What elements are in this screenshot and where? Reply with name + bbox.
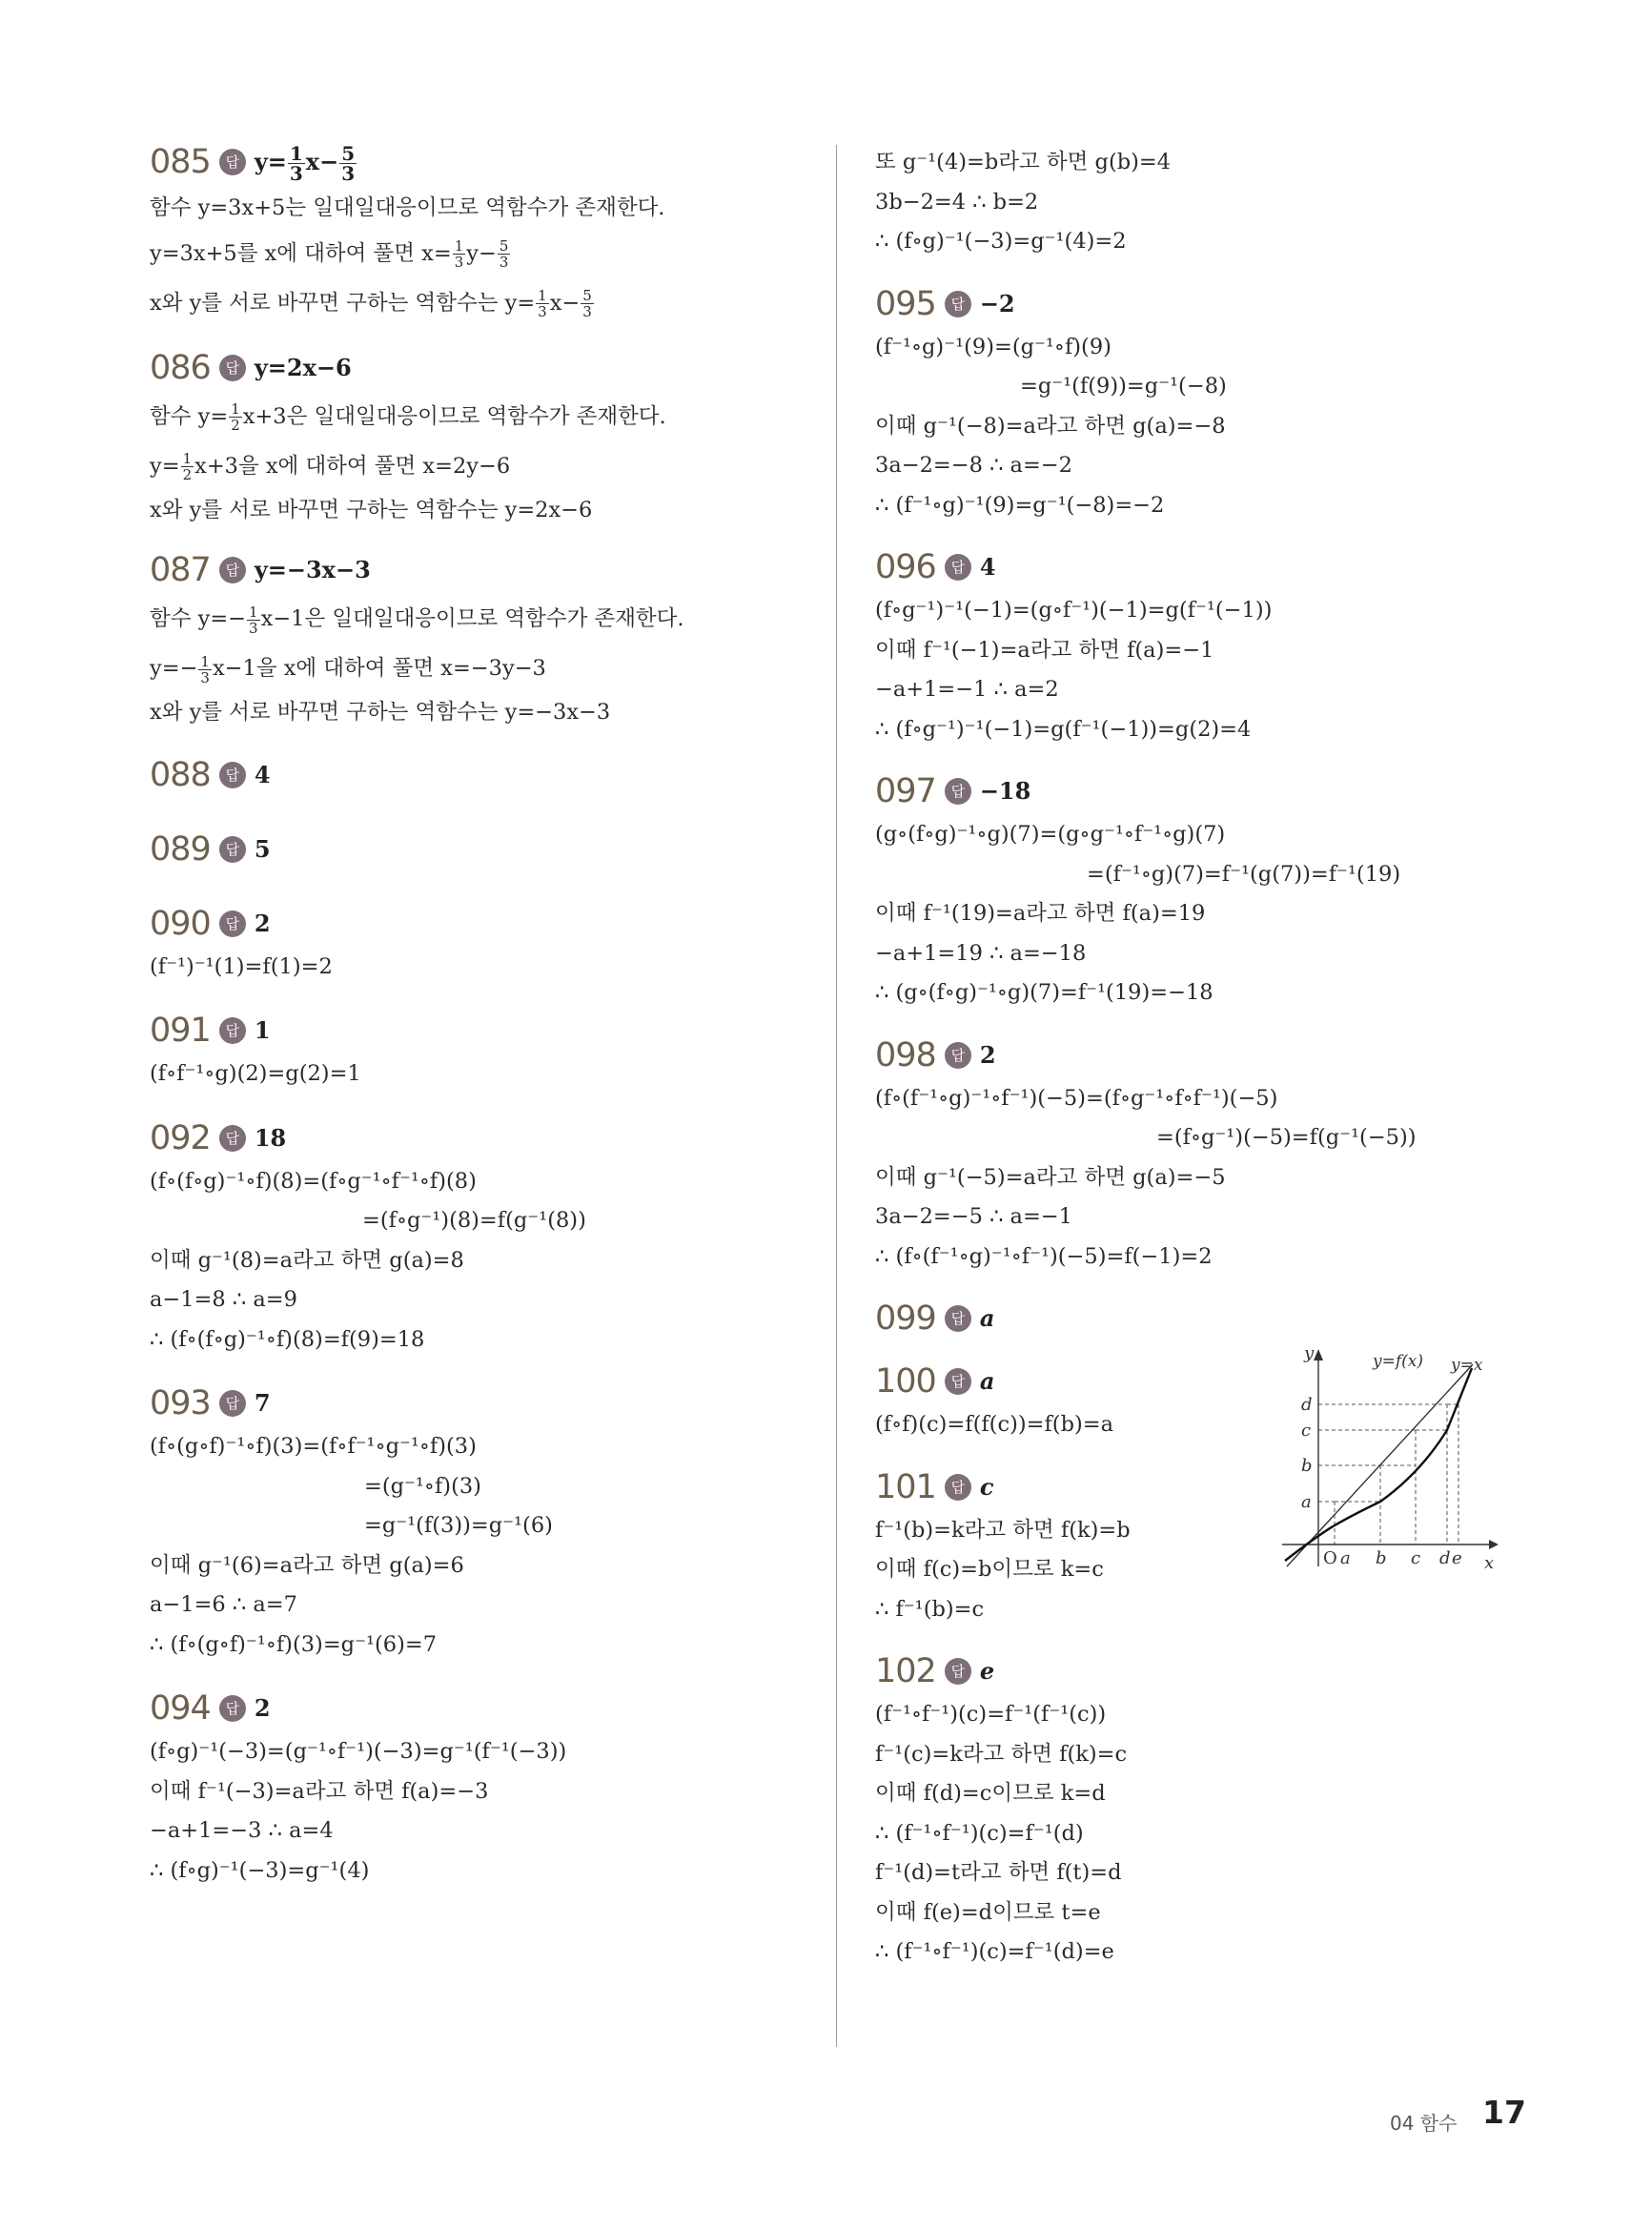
problem-094-continued [875, 143, 1504, 262]
solution-line: 이때 g⁻¹(6)=a라고 하면 g(a)=6 [150, 1552, 464, 1578]
answer: a [979, 1367, 995, 1395]
problem-number: 102 [875, 1652, 936, 1690]
solution-line: =(g⁻¹∘f)(3) [364, 1473, 481, 1499]
solution-line: 또 g⁻¹(4)=b라고 하면 g(b)=4 [875, 150, 1172, 174]
solution-line: 3a−2=−8 ∴ a=−2 [875, 453, 1072, 478]
problem-091 [150, 1010, 817, 1095]
solution-line: 3b−2=4 ∴ b=2 [875, 189, 1039, 215]
answer-badge: 답 [219, 1125, 246, 1152]
answer: y=−3x−3 [254, 556, 371, 583]
solution-line: (f∘f)(c)=f(f(c))=f(b)=a [875, 1412, 1114, 1437]
problem-number: 085 [150, 143, 211, 181]
answer-badge: 답 [945, 554, 971, 581]
answer: 18 [254, 1123, 287, 1152]
problem-number: 099 [875, 1299, 936, 1338]
answer-badge: 답 [219, 557, 246, 583]
solution-line: 이때 g⁻¹(−5)=a라고 하면 g(a)=−5 [875, 1164, 1226, 1190]
problem-088 [150, 754, 817, 796]
solution-line: f⁻¹(d)=t라고 하면 f(t)=d [875, 1860, 1122, 1885]
answer-badge: 답 [945, 291, 971, 317]
solution-line: y= $\frac{1}{2}$ x+3을 x에 대하여 풀면 x=2y−6 [150, 450, 511, 483]
problem-086 [150, 347, 817, 531]
y-axis-label: y [1304, 1343, 1315, 1363]
solution-line: =(f∘g⁻¹)(−5)=f(g⁻¹(−5)) [1156, 1125, 1417, 1150]
answer: 2 [254, 909, 271, 937]
curve-y-equals-fx [1285, 1368, 1472, 1561]
problem-number: 091 [150, 1012, 211, 1050]
solution-line: ∴ (f∘(f∘g)⁻¹∘f)(8)=f(9)=18 [150, 1326, 425, 1352]
problem-number: 087 [150, 551, 211, 589]
answer-badge: 답 [219, 1390, 246, 1417]
solution-line: 이때 g⁻¹(8)=a라고 하면 g(a)=8 [150, 1247, 464, 1273]
y-tick-label: d [1301, 1395, 1313, 1415]
solution-line: (f∘f⁻¹∘g)(2)=g(2)=1 [150, 1061, 361, 1086]
solution-line: 함수 y=− $\frac{1}{3}$ x−1은 일대일대응이므로 역함수가 존재한다. [150, 603, 684, 637]
problem-number: 097 [875, 772, 936, 810]
x-tick-label: a [1340, 1548, 1351, 1568]
answer: y= $\frac{1}{3}$ x− $\frac{5}{3}$ [254, 142, 356, 185]
solution-line: =g⁻¹(f(9))=g⁻¹(−8) [1020, 374, 1227, 399]
problem-097 [875, 770, 1504, 1013]
solution-line: (f∘(f∘g)⁻¹∘f)(8)=(f∘g⁻¹∘f⁻¹∘f)(8) [150, 1168, 477, 1194]
solution-line: y=3x+5를 x에 대하여 풀면 x= $\frac{1}{3}$ y− $\frac{5}{3}$ [150, 237, 509, 271]
solution-line: =g⁻¹(f(3))=g⁻¹(6) [364, 1513, 553, 1538]
problem-number: 089 [150, 829, 211, 869]
answer: c [979, 1472, 994, 1501]
solution-line: ∴ (f∘(g∘f)⁻¹∘f)(3)=g⁻¹(6)=7 [150, 1631, 438, 1657]
problem-number: 096 [875, 548, 936, 586]
x-axis-arrow [1489, 1540, 1499, 1549]
problem-number: 100 [875, 1362, 936, 1401]
answer-badge: 답 [219, 1695, 246, 1722]
problem-089 [150, 829, 817, 870]
answer-badge: 답 [945, 1042, 971, 1069]
solution-line: 이때 f⁻¹(−1)=a라고 하면 f(a)=−1 [875, 637, 1214, 663]
solution-line: a−1=8 ∴ a=9 [150, 1287, 297, 1312]
solution-line: x와 y를 서로 바꾸면 구하는 역함수는 y= $\frac{1}{3}$ x− $\frac{5}{3}$ [150, 287, 592, 320]
answer: −2 [979, 289, 1015, 317]
curve-label: y=f(x) [1373, 1352, 1423, 1371]
answer-badge: 답 [219, 355, 246, 381]
function-graph [1277, 1340, 1501, 1568]
answer: a [979, 1304, 995, 1332]
problem-090 [150, 903, 817, 988]
answer: y=2x−6 [254, 353, 352, 381]
y-tick-label: c [1301, 1421, 1312, 1441]
problem-102 [875, 1650, 1504, 1973]
x-tick-label: c [1411, 1548, 1421, 1568]
section-label: 04 함수 [1390, 2112, 1458, 2135]
answer-badge: 답 [945, 1658, 971, 1685]
problem-085 [150, 138, 817, 328]
problem-095 [875, 283, 1504, 526]
solution-line: ∴ (g∘(f∘g)⁻¹∘g)(7)=f⁻¹(19)=−18 [875, 980, 1214, 1005]
line-label: y=x [1451, 1356, 1483, 1375]
x-tick-label: e [1452, 1548, 1462, 1568]
x-axis-label: x [1484, 1553, 1495, 1568]
solution-line: −a+1=−1 ∴ a=2 [875, 677, 1059, 702]
solution-line: −a+1=19 ∴ a=−18 [875, 940, 1087, 966]
solution-line: (f∘g)⁻¹(−3)=(g⁻¹∘f⁻¹)(−3)=g⁻¹(f⁻¹(−3)) [150, 1739, 567, 1764]
problem-number: 095 [875, 284, 936, 323]
problem-number: 090 [150, 904, 211, 943]
solution-line: a−1=6 ∴ a=7 [150, 1592, 297, 1617]
solution-line: 이때 g⁻¹(−8)=a라고 하면 g(a)=−8 [875, 413, 1226, 439]
solution-line: 3a−2=−5 ∴ a=−1 [875, 1204, 1072, 1229]
solution-line: ∴ (f⁻¹∘g)⁻¹(9)=g⁻¹(−8)=−2 [875, 492, 1165, 518]
solution-line: ∴ (f⁻¹∘f⁻¹)(c)=f⁻¹(d)=e [875, 1939, 1114, 1964]
answer-badge: 답 [219, 149, 246, 175]
solution-line: 이때 f⁻¹(19)=a라고 하면 f(a)=19 [875, 901, 1206, 926]
solution-line: y=− $\frac{1}{3}$ x−1을 x에 대하여 풀면 x=−3y−3 [150, 652, 546, 686]
y-tick-label: b [1301, 1456, 1313, 1476]
problem-099 [875, 1298, 1504, 1340]
answer: 4 [979, 553, 996, 581]
y-axis-arrow [1314, 1349, 1323, 1361]
solution-line: −a+1=−3 ∴ a=4 [150, 1818, 334, 1843]
solution-line: x와 y를 서로 바꾸면 구하는 역함수는 y=2x−6 [150, 497, 593, 522]
answer-badge: 답 [945, 778, 971, 805]
solution-line: (f∘(g∘f)⁻¹∘f)(3)=(f∘f⁻¹∘g⁻¹∘f)(3) [150, 1434, 477, 1459]
answer: 4 [254, 760, 271, 788]
answer: e [979, 1657, 995, 1685]
problem-number: 086 [150, 348, 211, 387]
problem-number: 093 [150, 1384, 211, 1422]
problem-number: 098 [875, 1035, 936, 1074]
answer: −18 [979, 777, 1031, 805]
page-number: 17 [1482, 2094, 1526, 2131]
x-tick-label: d [1439, 1548, 1451, 1568]
problem-number: 101 [875, 1467, 936, 1506]
problem-087 [150, 549, 817, 733]
left-column [150, 138, 817, 1891]
solution-line: 함수 y= $\frac{1}{2}$ x+3은 일대일대응이므로 역함수가 존재한다. [150, 400, 666, 434]
problem-number: 092 [150, 1118, 211, 1157]
solution-line: f⁻¹(b)=k라고 하면 f(k)=b [875, 1517, 1131, 1543]
solution-line: ∴ (f∘g⁻¹)⁻¹(−1)=g(f⁻¹(−1))=g(2)=4 [875, 716, 1252, 742]
line-y-equals-x [1287, 1364, 1473, 1566]
solution-line: (f∘g⁻¹)⁻¹(−1)=(g∘f⁻¹)(−1)=g(f⁻¹(−1)) [875, 598, 1273, 623]
answer-badge: 답 [219, 836, 246, 863]
solution-line: x와 y를 서로 바꾸면 구하는 역함수는 y=−3x−3 [150, 700, 611, 725]
origin-label: O [1323, 1548, 1337, 1568]
problem-number: 094 [150, 1689, 211, 1728]
solution-line: (f⁻¹)⁻¹(1)=f(1)=2 [150, 953, 333, 979]
problem-096 [875, 546, 1504, 749]
answer-badge: 답 [219, 910, 246, 937]
solution-line: (f∘(f⁻¹∘g)⁻¹∘f⁻¹)(−5)=(f∘g⁻¹∘f∘f⁻¹)(−5) [875, 1085, 1278, 1111]
solution-line: (g∘(f∘g)⁻¹∘g)(7)=(g∘g⁻¹∘f⁻¹∘g)(7) [875, 822, 1226, 847]
solution-line: ∴ (f∘(f⁻¹∘g)⁻¹∘f⁻¹)(−5)=f(−1)=2 [875, 1243, 1213, 1269]
column-divider [836, 145, 837, 2047]
solution-line: 함수 y=3x+5는 일대일대응이므로 역함수가 존재한다. [150, 195, 665, 220]
problem-094 [150, 1688, 817, 1891]
answer-badge: 답 [219, 1017, 246, 1044]
solution-line: 이때 f(d)=c이므로 k=d [875, 1781, 1106, 1806]
solution-line: 이때 f⁻¹(−3)=a라고 하면 f(a)=−3 [150, 1778, 489, 1804]
problem-092 [150, 1117, 817, 1361]
solution-line: ∴ (f∘g)⁻¹(−3)=g⁻¹(4)=2 [875, 229, 1127, 254]
solution-line: =(f∘g⁻¹)(8)=f(g⁻¹(8)) [362, 1208, 586, 1233]
solution-line: ∴ (f∘g)⁻¹(−3)=g⁻¹(4) [150, 1857, 370, 1883]
solution-line: 이때 f(e)=d이므로 t=e [875, 1899, 1101, 1925]
answer-badge: 답 [945, 1368, 971, 1395]
problem-093 [150, 1382, 817, 1665]
solution-line: =(f⁻¹∘g)(7)=f⁻¹(g(7))=f⁻¹(19) [1087, 861, 1401, 887]
answer: 5 [254, 834, 271, 863]
answer-badge: 답 [219, 762, 246, 788]
y-tick-label: a [1301, 1492, 1312, 1512]
solution-line: (f⁻¹∘g)⁻¹(9)=(g⁻¹∘f)(9) [875, 334, 1112, 359]
problem-098 [875, 1034, 1504, 1278]
solution-line: (f⁻¹∘f⁻¹)(c)=f⁻¹(f⁻¹(c)) [875, 1702, 1107, 1727]
answer: 2 [979, 1040, 996, 1069]
solution-line: 이때 f(c)=b이므로 k=c [875, 1557, 1104, 1582]
right-column [875, 143, 1504, 1973]
solution-line: ∴ f⁻¹(b)=c [875, 1596, 985, 1622]
problem-number: 088 [150, 755, 211, 794]
answer-badge: 답 [945, 1474, 971, 1501]
x-tick-label: b [1376, 1548, 1387, 1568]
answer: 2 [254, 1694, 271, 1722]
solution-line: ∴ (f⁻¹∘f⁻¹)(c)=f⁻¹(d) [875, 1820, 1084, 1846]
answer-badge: 답 [945, 1305, 971, 1332]
answer: 1 [254, 1016, 271, 1044]
solution-line: f⁻¹(c)=k라고 하면 f(k)=c [875, 1741, 1128, 1767]
answer: 7 [254, 1389, 271, 1417]
